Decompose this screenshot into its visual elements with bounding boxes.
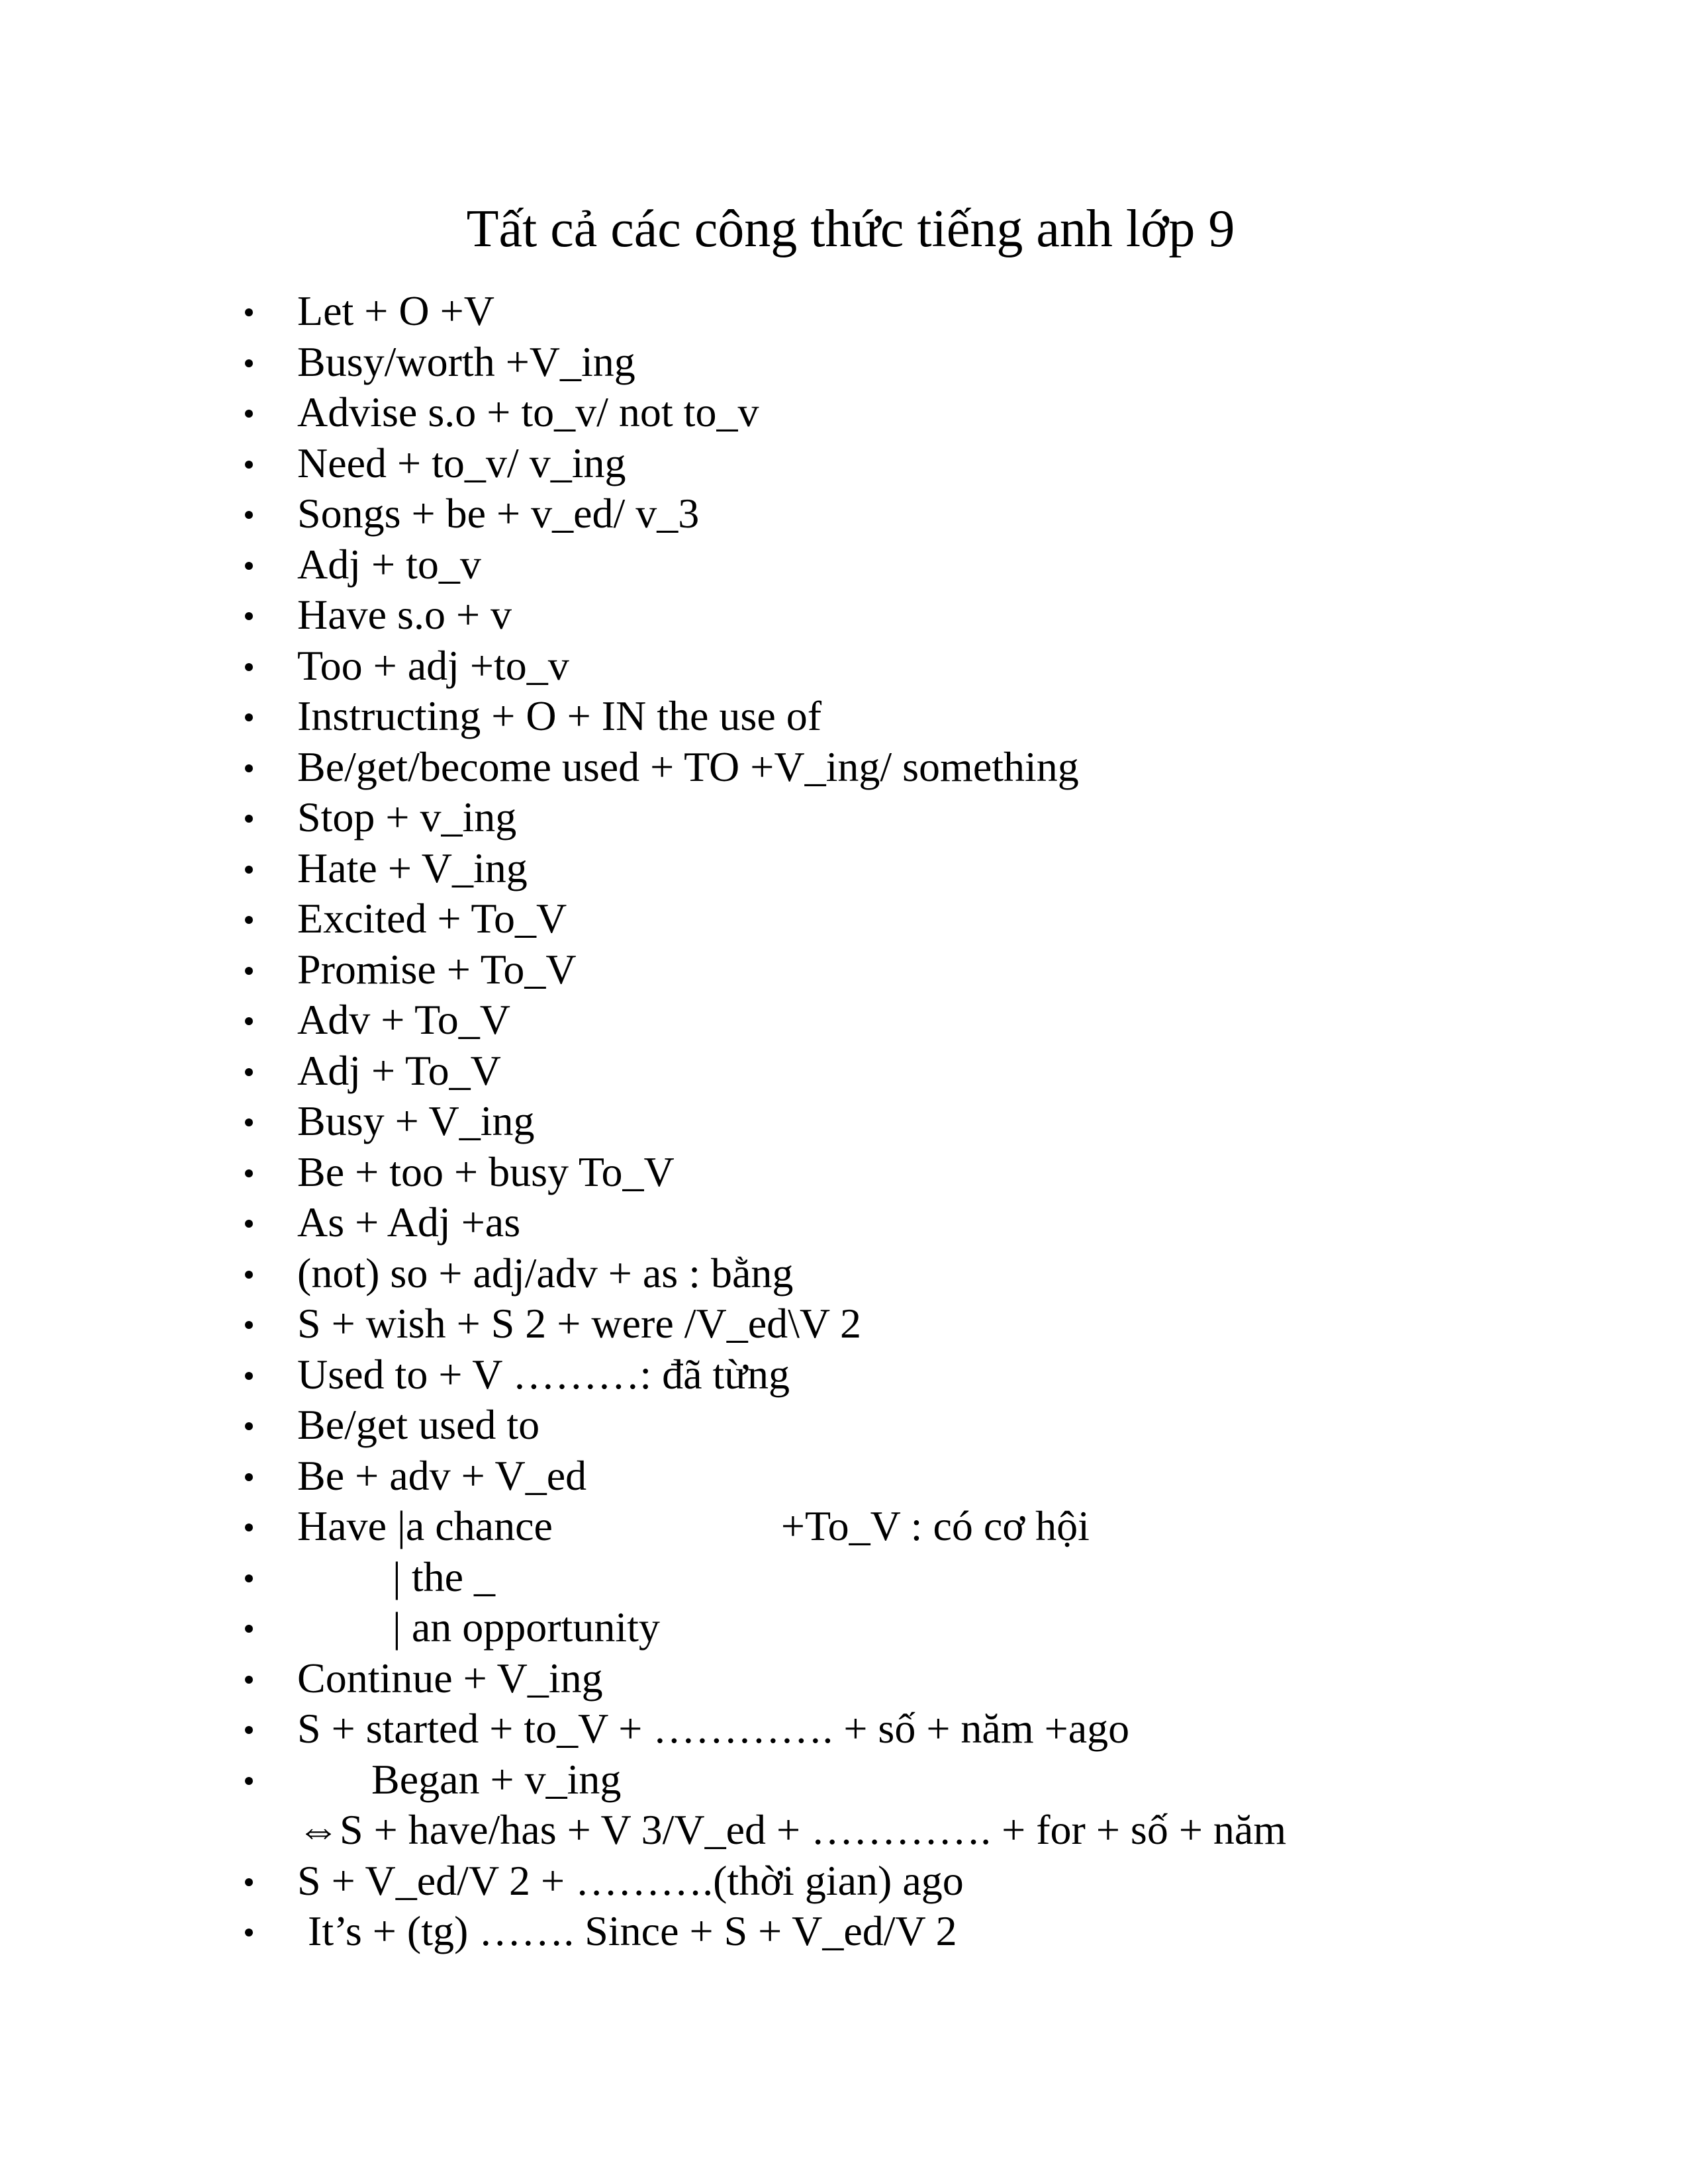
list-item-text: Songs + be + v_ed/ v_3 <box>297 490 700 537</box>
page-title: Tất cả các công thức tiếng anh lớp 9 <box>466 200 1235 258</box>
list-item-text: Need + to_v/ v_ing <box>297 439 626 486</box>
list-item-text: Advise s.o + to_v/ not to_v <box>297 388 759 435</box>
list-item-text-right: +To_V : có cơ hội <box>780 1502 1090 1549</box>
list-item-text: Busy + V_ing <box>297 1097 535 1144</box>
bullet-icon <box>245 1422 253 1430</box>
bullet-icon <box>245 1017 253 1025</box>
list-item-text: Adj + to_v <box>297 540 481 588</box>
bullet-icon <box>245 916 253 924</box>
list-item-text: Be + too + busy To_V <box>297 1148 675 1195</box>
list-item-text: Instructing + O + IN the use of <box>297 692 822 739</box>
bullet-icon <box>245 1878 253 1886</box>
bullet-icon <box>245 1726 253 1734</box>
bullet-icon <box>245 815 253 823</box>
bullet-icon <box>245 1118 253 1126</box>
list-item-text <box>297 1754 1286 1856</box>
bullet-icon <box>245 1473 253 1481</box>
bullet-icon <box>245 1220 253 1228</box>
list-item-text: Stop + v_ing <box>297 794 517 841</box>
bullet-icon <box>245 308 253 316</box>
list-item-text: Be/get used to <box>297 1401 540 1448</box>
list-item-text: Be + adv + V_ed <box>297 1451 587 1499</box>
list-item-text: Promise + To_V <box>297 945 577 993</box>
bullet-icon <box>245 1929 253 1936</box>
bullet-icon <box>245 663 253 671</box>
list-item-text: Hate + V_ing <box>297 844 528 891</box>
bullet-icon <box>245 1574 253 1582</box>
bullet-icon <box>245 1524 253 1531</box>
list-item-text: Be/get/become used + TO +V_ing/ something <box>297 743 1079 790</box>
bullet-icon <box>245 1321 253 1329</box>
bullet-icon <box>245 1271 253 1279</box>
bullet-icon <box>245 764 253 772</box>
list-item-text: | the _ <box>297 1553 495 1600</box>
bullet-icon <box>245 1068 253 1076</box>
list-item-text: | an opportunity <box>297 1604 660 1651</box>
bullet-icon <box>245 461 253 469</box>
bullet-icon <box>245 1625 253 1633</box>
list-item-text: It’s + (tg) ……. Since + S + V_ed/V 2 <box>297 1907 957 1954</box>
bullet-icon <box>245 713 253 721</box>
list-item-text: Continue + V_ing <box>297 1654 603 1702</box>
list-item-text <box>297 1501 1090 1552</box>
bullet-icon <box>245 1676 253 1684</box>
bullet-icon <box>245 1372 253 1380</box>
list-item-text-second: ⇔S + have/has + V 3/V_ed + …………. + for + số + năm <box>297 1806 1287 1853</box>
bullet-icon <box>245 967 253 975</box>
list-item-text: Adj + To_V <box>297 1046 501 1094</box>
list-item-text: S + started + to_V + …………. + số + năm +ago <box>297 1705 1130 1752</box>
bullet-icon <box>245 1169 253 1177</box>
bullet-icon <box>245 866 253 874</box>
bullet-icon <box>245 562 253 570</box>
list-item-text: Excited + To_V <box>297 895 567 942</box>
list-item-text: Have s.o + v <box>297 591 512 638</box>
list-item-text: Too + adj +to_v <box>297 641 569 689</box>
bullet-icon <box>245 1777 253 1785</box>
list-item-text: Adv + To_V <box>297 996 510 1043</box>
list-item-text: (not) so + adj/adv + as : bằng <box>297 1249 794 1297</box>
list-item-text: Used to + V ………: đã từng <box>297 1350 790 1398</box>
list-item-text: As + Adj +as <box>297 1199 521 1246</box>
list-item-text: S + V_ed/V 2 + ……….(thời gian) ago <box>297 1856 964 1904</box>
bullet-icon <box>245 359 253 367</box>
list-item-text: Let + O +V <box>297 287 494 334</box>
bullet-icon <box>245 410 253 418</box>
list-item-text-left: Have |a chance <box>297 1502 553 1549</box>
list-item-text: Busy/worth +V_ing <box>297 338 635 385</box>
bullet-icon <box>245 612 253 620</box>
list-item-text-first: Began + v_ing <box>297 1755 622 1803</box>
bullet-icon <box>245 511 253 519</box>
list-item-text: S + wish + S 2 + were /V_ed\V 2 <box>297 1300 861 1347</box>
